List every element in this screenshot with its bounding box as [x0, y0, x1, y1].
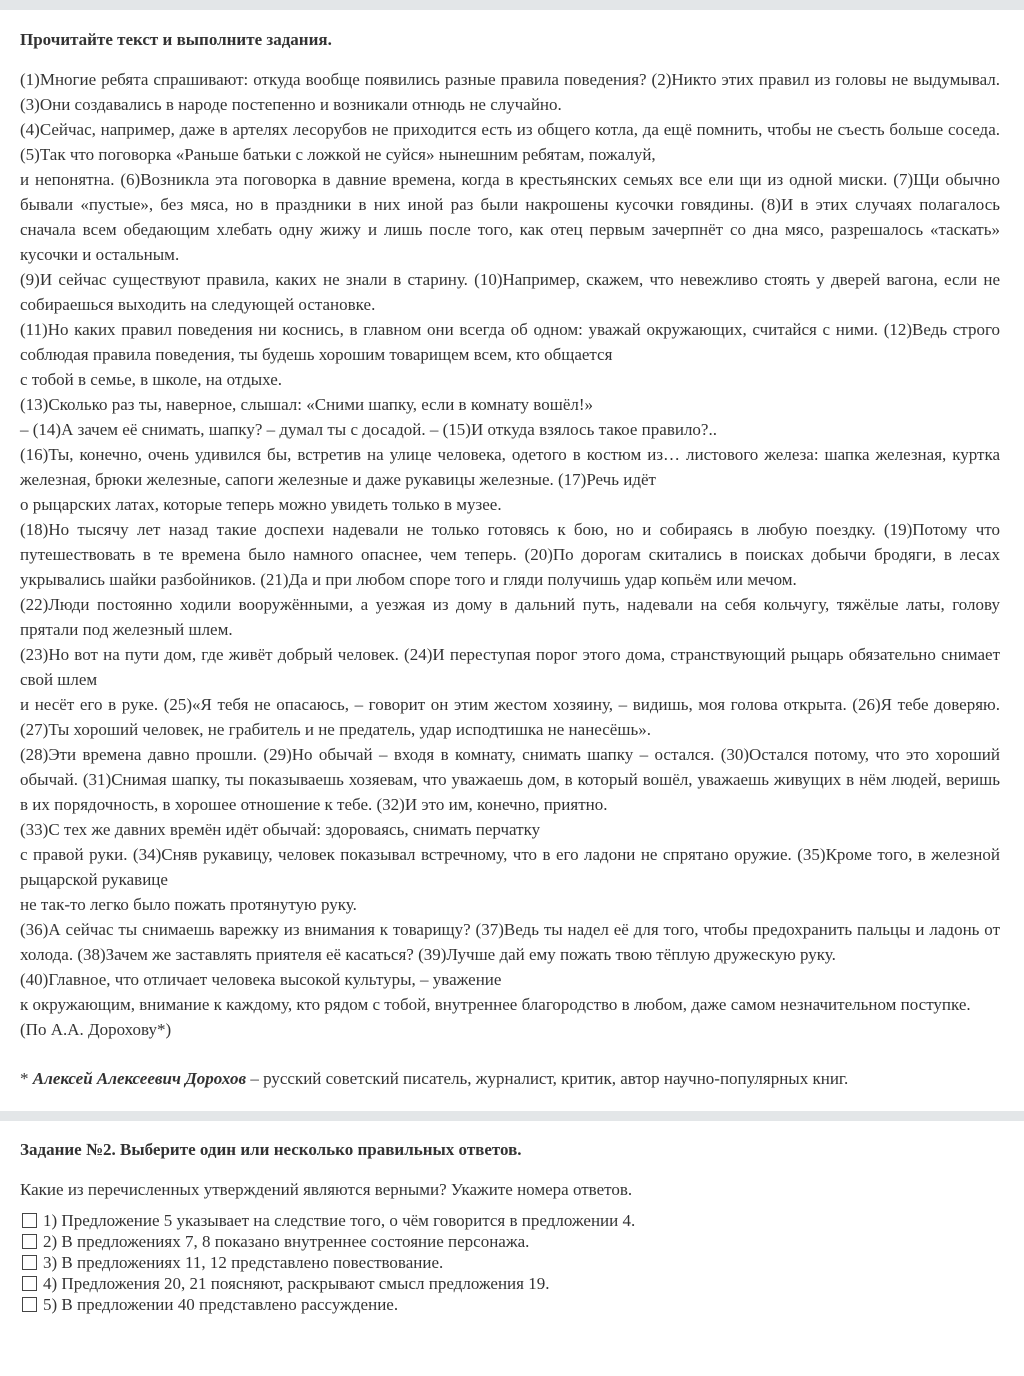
- answer-option[interactable]: [20, 1294, 1000, 1315]
- answer-option[interactable]: [20, 1231, 1000, 1252]
- answer-checkbox[interactable]: [22, 1234, 37, 1249]
- text-paragraph: (16)Ты, конечно, очень удивился бы, встретив на улице человека, одетого в костюм из… листового железа: шапка железная, куртка железная, брюки железные, сапоги железные и даже рукавицы железные. (17)Речь идёт: [20, 445, 1000, 489]
- task-title: Задание №2. Выберите один или несколько правильных ответов.: [20, 1140, 522, 1159]
- answer-checkbox[interactable]: [22, 1276, 37, 1291]
- answer-option[interactable]: [20, 1273, 1000, 1294]
- text-paragraph: с правой руки. (34)Сняв рукавицу, человек показывал встречному, что в его ладони не спрятано оружие. (35)Кроме того, в железной рыцарской рукавице: [20, 845, 1000, 889]
- text-paragraph: (33)С тех же давних времён идёт обычай: здороваясь, снимать перчатку: [20, 820, 541, 839]
- text-paragraph: (28)Эти времена давно прошли. (29)Но обычай – входя в комнату, снимать шапку – остался. (30)Остался потому, что это хороший обычай. (31)Снимая шапку, ты показываешь хозяевам, что уважаешь дом, в который вошёл, уважаешь живущих в нём людей, веришь в их порядочность, в хорошее отношение к тебе. (32)И это им, конечно, приятно.: [20, 745, 1000, 814]
- reading-text: [20, 67, 1000, 1042]
- text-paragraph: (11)Но каких правил поведения ни коснись, в главном они всегда об одном: уважай окружающих, считайся с ними. (12)Ведь строго соблюдая правила поведения, ты будешь хорошим товарищем всем, кто общается: [20, 320, 1000, 364]
- text-paragraph: (По А.А. Дорохову*): [20, 1020, 172, 1039]
- text-paragraph: (18)Но тысячу лет назад такие доспехи надевали не только готовясь к бою, но и собираясь в любую поездку. (19)Потому что путешествовать в те времена было намного опаснее, чем теперь. (20)По дорогам скитались в поисках добычи бродяги, в лесах укрывались шайки разбойников. (21)Да и при любом споре того и гляди получишь удар копьём или мечом.: [20, 520, 1000, 589]
- task-section: [0, 1138, 1024, 1315]
- text-paragraph: (4)Сейчас, например, даже в артелях лесорубов не приходится есть из общего котла, да ещё помнить, чтобы не съесть больше соседа. (5)Так что поговорка «Раньше батьки с ложкой не суйся» нынешним ребятам, пожалуй,: [20, 120, 1000, 164]
- reading-section: [0, 28, 1024, 1091]
- answer-label: 1) Предложение 5 указывает на следствие того, о чём говорится в предложении 4.: [43, 1211, 636, 1230]
- section-divider: [0, 1111, 1024, 1121]
- text-paragraph: о рыцарских латах, которые теперь можно увидеть только в музее.: [20, 495, 502, 514]
- answer-option[interactable]: [20, 1252, 1000, 1273]
- text-paragraph: – (14)А зачем её снимать, шапку? – думал ты с досадой. – (15)И откуда взялось такое правило?..: [20, 420, 717, 439]
- text-paragraph: (23)Но вот на пути дом, где живёт добрый человек. (24)И переступая порог этого дома, странствующий рыцарь обязательно снимает свой шлем: [20, 645, 1000, 689]
- text-paragraph: не так-то легко было пожать протянутую руку.: [20, 895, 357, 914]
- task-question: Какие из перечисленных утверждений являются верными? Укажите номера ответов.: [20, 1180, 633, 1199]
- reading-title: Прочитайте текст и выполните задания.: [20, 30, 332, 49]
- answer-options: [20, 1210, 1000, 1315]
- answer-checkbox[interactable]: [22, 1297, 37, 1312]
- footnote-marker: *: [20, 1069, 29, 1088]
- answer-label: 3) В предложениях 11, 12 представлено повествование.: [43, 1253, 444, 1272]
- answer-label: 4) Предложения 20, 21 поясняют, раскрывают смысл предложения 19.: [43, 1274, 550, 1293]
- answer-option[interactable]: [20, 1210, 1000, 1231]
- answer-label: 2) В предложениях 7, 8 показано внутреннее состояние персонажа.: [43, 1232, 530, 1251]
- footnote-author: Алексей Алексеевич Дорохов: [32, 1069, 247, 1088]
- text-paragraph: и несёт его в руке. (25)«Я тебя не опасаюсь, – говорит он этим жестом хозяину, – видишь, моя голова открыта. (26)Я тебе доверяю. (27)Ты хороший человек, не грабитель и не предатель, удар исподтишка не нанесёшь».: [20, 695, 1000, 739]
- text-paragraph: (1)Многие ребята спрашивают: откуда вообще появились разные правила поведения? (2)Никто этих правил из головы не выдумывал. (3)Они создавались в народе постепенно и возникали отнюдь не случайно.: [20, 70, 1000, 114]
- text-paragraph: (40)Главное, что отличает человека высокой культуры, – уважение: [20, 970, 502, 989]
- footnote: [20, 1066, 1000, 1091]
- text-paragraph: к окружающим, внимание к каждому, кто рядом с тобой, внутреннее благородство в любом, даже самом незначительном поступке.: [20, 995, 971, 1014]
- answer-checkbox[interactable]: [22, 1213, 37, 1228]
- answer-checkbox[interactable]: [22, 1255, 37, 1270]
- text-paragraph: (13)Сколько раз ты, наверное, слышал: «Сними шапку, если в комнату вошёл!»: [20, 395, 594, 414]
- text-paragraph: (22)Люди постоянно ходили вооружёнными, а уезжая из дому в дальний путь, надевали на себя кольчугу, тяжёлые латы, голову прятали под железный шлем.: [20, 595, 1000, 639]
- text-paragraph: (9)И сейчас существуют правила, каких не знали в старину. (10)Например, скажем, что невежливо стоять у дверей вагона, если не собираешься выходить на следующей остановке.: [20, 270, 1000, 314]
- text-paragraph: с тобой в семье, в школе, на отдыхе.: [20, 370, 283, 389]
- text-paragraph: и непонятна. (6)Возникла эта поговорка в давние времена, когда в крестьянских семьях все ели щи из одной миски. (7)Щи обычно бывали «пустые», без мяса, но в праздники в них иной раз были накрошены кусочки говядины. (8)И в этих случаях полагалось сначала всем обедающим хлебать одну жижу и лишь после того, как отец первым зачерпнёт со дна мясо, разрешалось «таскать» кусочки и остальным.: [20, 170, 1000, 264]
- text-paragraph: (36)А сейчас ты снимаешь варежку из внимания к товарищу? (37)Ведь ты надел её для того, чтобы предохранить пальцы и ладонь от холода. (38)Зачем же заставлять приятеля её касаться? (39)Лучше дай ему пожать твою тёплую дружескую руку.: [20, 920, 1000, 964]
- top-divider: [0, 0, 1024, 10]
- answer-label: 5) В предложении 40 представлено рассуждение.: [43, 1295, 399, 1314]
- footnote-text: – русский советский писатель, журналист, критик, автор научно-популярных книг.: [246, 1069, 849, 1088]
